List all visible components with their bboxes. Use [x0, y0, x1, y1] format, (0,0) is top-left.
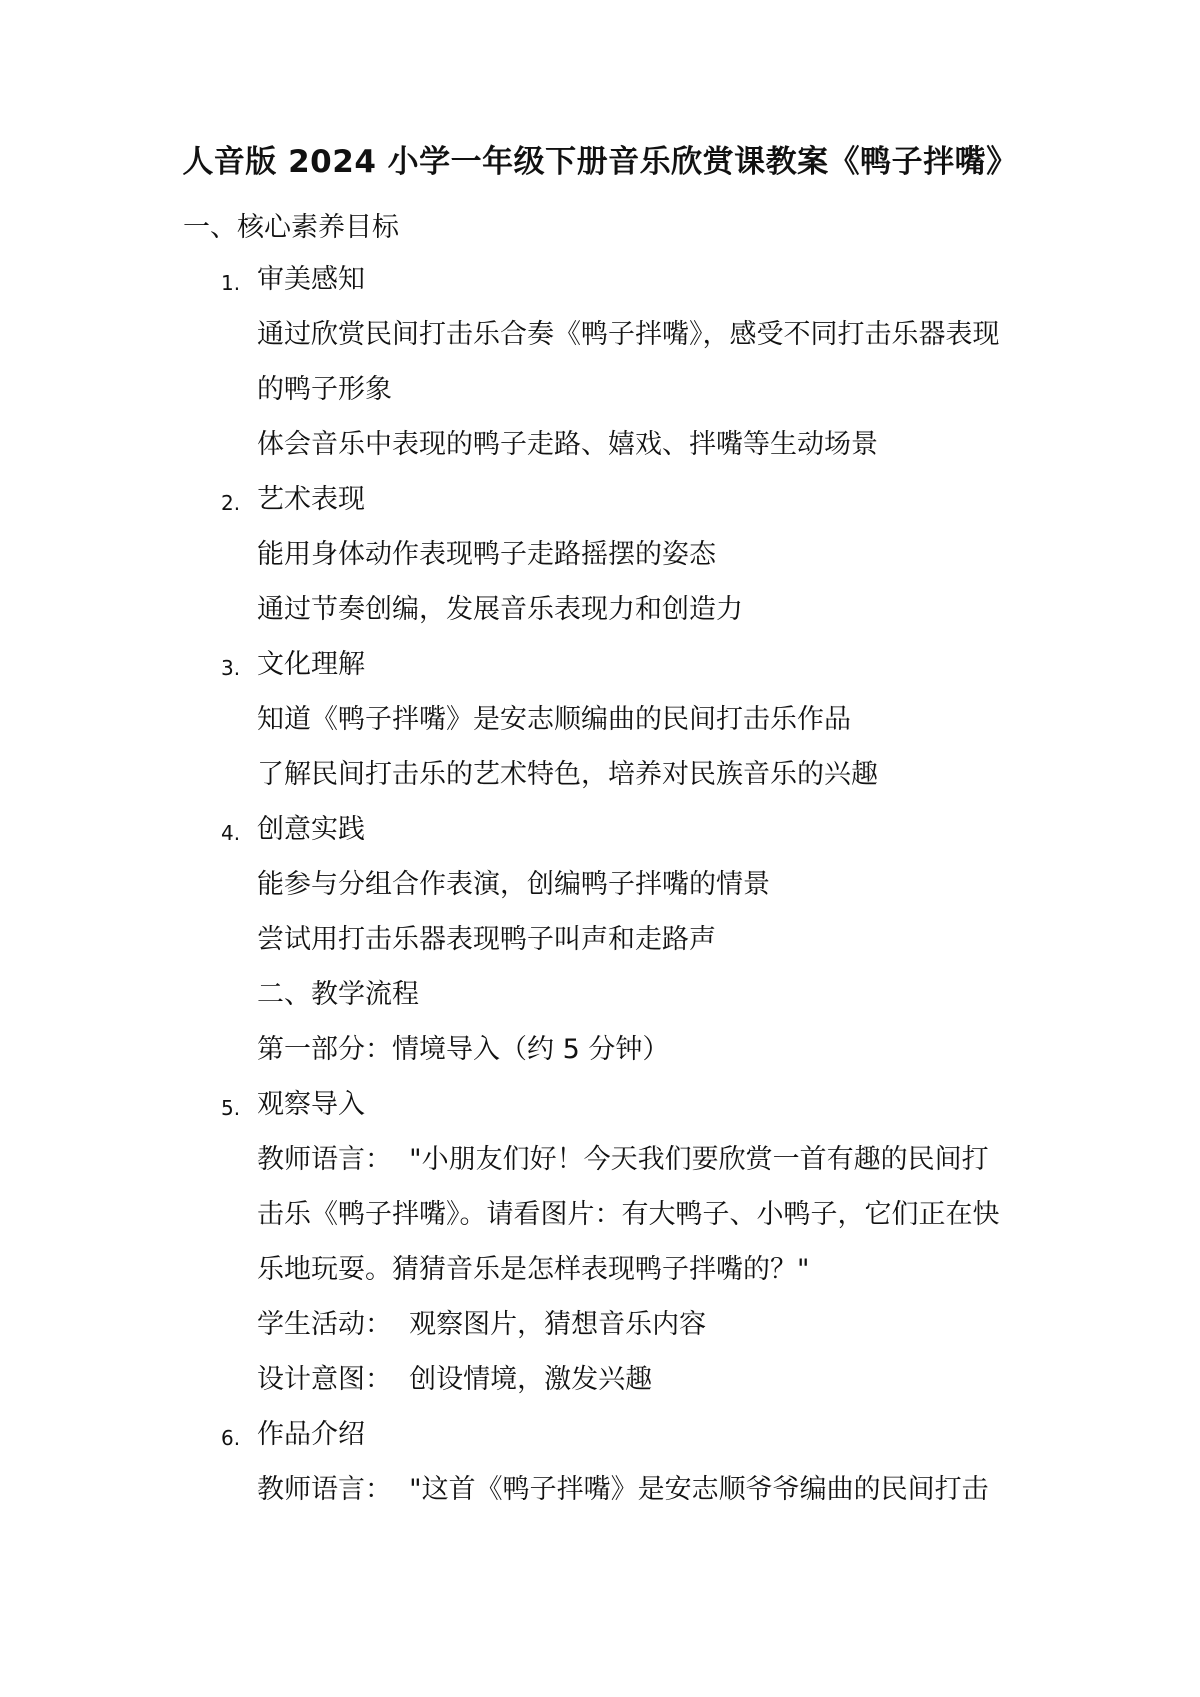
item-number: 4.	[221, 821, 241, 845]
body-text: 知道《鸭子拌嘴》是安志顺编曲的民间打击乐作品	[257, 704, 851, 735]
student-activity: 学生活动： 观察图片，猜想音乐内容	[257, 1309, 707, 1340]
item-heading: 文化理解	[257, 649, 365, 680]
design-intent: 设计意图： 创设情境，激发兴趣	[257, 1364, 653, 1395]
item-number: 1.	[221, 271, 241, 295]
item-heading: 艺术表现	[257, 484, 365, 515]
item-number: 6.	[221, 1426, 241, 1450]
item-heading: 作品介绍	[257, 1419, 365, 1450]
teacher-speech: 乐地玩耍。猜猜音乐是怎样表现鸭子拌嘴的？"	[257, 1254, 810, 1285]
body-text: 尝试用打击乐器表现鸭子叫声和走路声	[257, 924, 716, 955]
body-text: 通过节奏创编，发展音乐表现力和创造力	[257, 594, 743, 625]
item-number: 3.	[221, 656, 241, 680]
section-heading-process: 二、教学流程	[257, 979, 419, 1010]
teacher-speech: 击乐《鸭子拌嘴》。请看图片：有大鸭子、小鸭子，它们正在快	[257, 1199, 1000, 1230]
item-number: 5.	[221, 1096, 241, 1120]
body-text: 能参与分组合作表演，创编鸭子拌嘴的情景	[257, 869, 770, 900]
teacher-speech: 教师语言： "这首《鸭子拌嘴》是安志顺爷爷编曲的民间打击	[257, 1474, 989, 1505]
item-heading: 观察导入	[257, 1089, 365, 1120]
part-heading: 第一部分：情境导入（约 5 分钟）	[257, 1034, 670, 1065]
body-text: 能用身体动作表现鸭子走路摇摆的姿态	[257, 539, 716, 570]
body-text: 通过欣赏民间打击乐合奏《鸭子拌嘴》，感受不同打击乐器表现	[257, 319, 1000, 350]
body-text: 的鸭子形象	[257, 374, 392, 405]
document-title: 人音版 2024 小学一年级下册音乐欣赏课教案《鸭子拌嘴》	[182, 144, 1018, 180]
body-text: 了解民间打击乐的艺术特色，培养对民族音乐的兴趣	[257, 759, 878, 790]
item-heading: 审美感知	[257, 264, 365, 295]
item-number: 2.	[221, 491, 241, 515]
section-heading-goals: 一、核心素养目标	[183, 212, 399, 243]
body-text: 体会音乐中表现的鸭子走路、嬉戏、拌嘴等生动场景	[257, 429, 878, 460]
teacher-speech: 教师语言： "小朋友们好！今天我们要欣赏一首有趣的民间打	[257, 1144, 989, 1175]
item-heading: 创意实践	[257, 814, 365, 845]
